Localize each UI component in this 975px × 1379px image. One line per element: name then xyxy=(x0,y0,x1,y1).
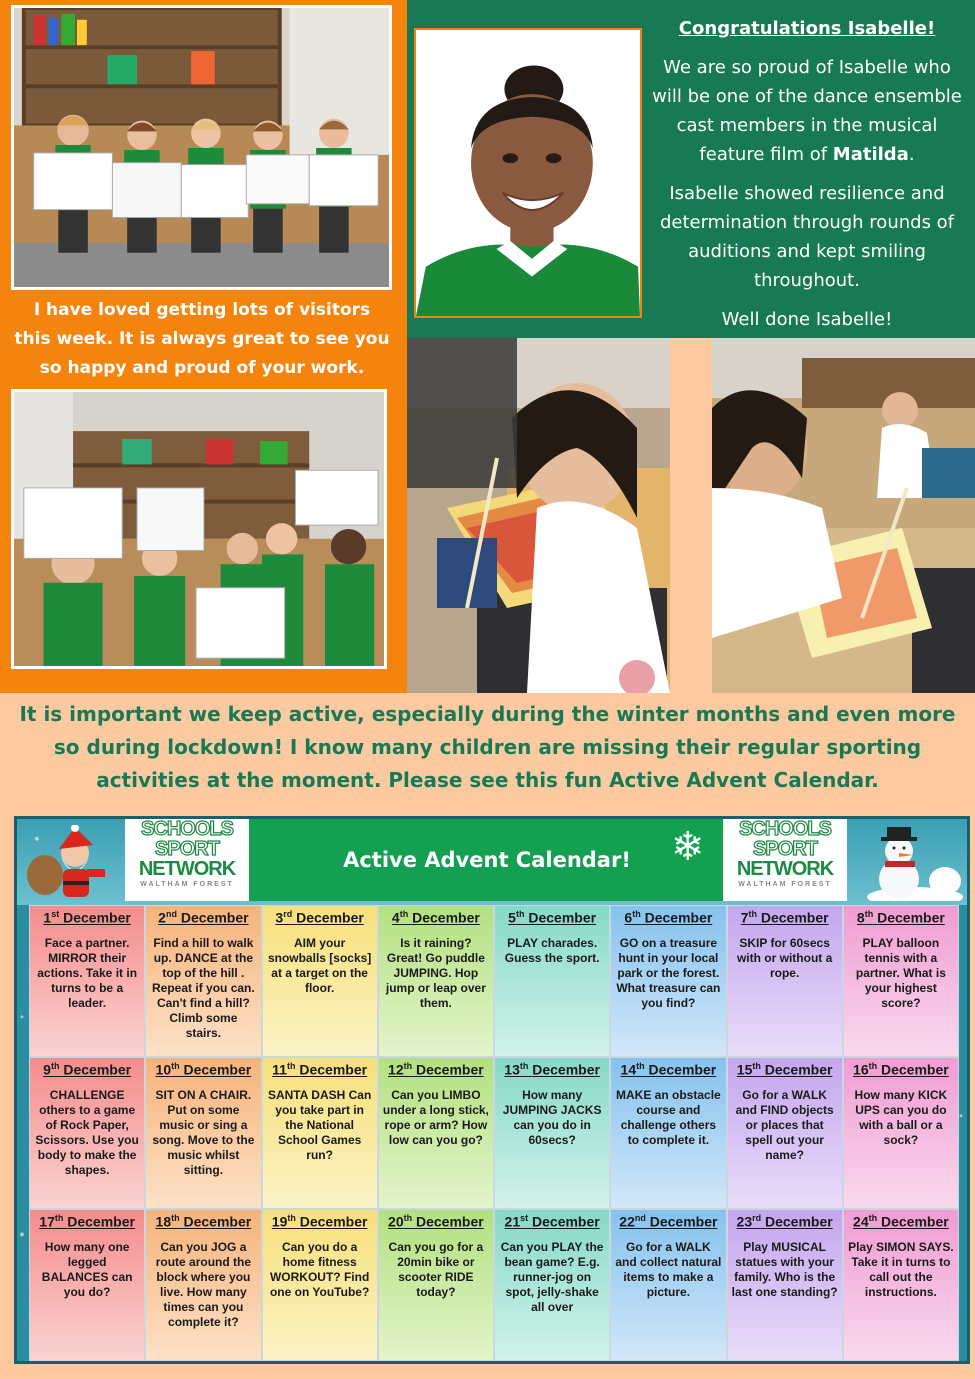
congrats-paragraph-1 xyxy=(648,53,966,169)
day-number: 14 xyxy=(620,1061,637,1078)
calendar-day-14 xyxy=(611,1058,725,1208)
day-month: December xyxy=(649,1213,718,1230)
day-number: 2 xyxy=(158,909,166,926)
calendar-day-date xyxy=(615,909,721,926)
calendar-day-date xyxy=(267,1213,373,1230)
ssn-logo-left-line2: SPORT xyxy=(155,838,219,860)
day-activity: SIT ON A CHAIR. Put on some music or sing a song. Move to the music whilst sitting. xyxy=(152,1087,255,1177)
day-suffix: th xyxy=(287,1213,296,1223)
day-month: December xyxy=(63,1061,132,1078)
day-suffix: th xyxy=(399,909,409,919)
day-month: December xyxy=(299,1061,368,1078)
day-activity: Can you JOG a route around the block where you live. How many times can you complete it? xyxy=(155,1239,252,1329)
day-number: 3 xyxy=(275,909,284,926)
day-number: 23 xyxy=(736,1213,753,1230)
day-month: December xyxy=(528,909,597,926)
ssn-logo-left-line3: NETWORK xyxy=(138,858,236,880)
day-suffix: th xyxy=(171,1213,180,1223)
calendar-day-date xyxy=(499,909,605,926)
calendar-day-2 xyxy=(146,906,260,1056)
ssn-logo-right-line3: NETWORK xyxy=(736,858,834,880)
day-suffix: th xyxy=(748,909,757,919)
day-activity: Find a hill to walk up. DANCE at the top of the hill . Repeat if you can. Can't find a hill? Climb some stairs. xyxy=(152,935,255,1040)
day-suffix: th xyxy=(54,1213,64,1223)
day-number: 11 xyxy=(272,1061,287,1078)
visitors-photo-2 xyxy=(11,389,387,669)
painting-photo-2 xyxy=(712,338,975,693)
advent-calendar xyxy=(14,816,970,1364)
day-activity: Face a partner. MIRROR their actions. Take it in turns to be a leader. xyxy=(37,935,138,1010)
calendar-day-date xyxy=(267,1061,373,1078)
day-month: December xyxy=(877,909,945,926)
day-suffix: th xyxy=(868,1213,878,1223)
day-number: 24 xyxy=(853,1213,869,1230)
day-month: December xyxy=(881,1061,949,1078)
day-activity: Play MUSICAL statues with your family. Who is the last one standing? xyxy=(731,1239,838,1299)
calendar-day-21 xyxy=(495,1210,609,1360)
day-month: December xyxy=(644,909,713,926)
day-month: December xyxy=(765,1213,833,1230)
calendar-day-date xyxy=(383,1061,489,1078)
visitors-panel xyxy=(0,0,407,693)
calendar-day-date xyxy=(150,1213,256,1230)
calendar-day-10 xyxy=(146,1058,260,1208)
snowman-icon xyxy=(855,821,963,901)
day-activity: Go for a WALK and collect natural items to make a picture. xyxy=(615,1239,722,1299)
snowflake-icon-right: ❄ xyxy=(671,824,705,870)
congrats-paragraph-1-end: . xyxy=(908,144,915,165)
day-suffix: th xyxy=(403,1061,413,1071)
calendar-day-date xyxy=(615,1213,721,1230)
day-activity: Can you LIMBO under a long stick, rope or arm? How low can you go? xyxy=(382,1087,489,1147)
calendar-day-20 xyxy=(379,1210,493,1360)
visitors-photo-1 xyxy=(11,5,392,290)
calendar-day-1 xyxy=(30,906,144,1056)
day-suffix: th xyxy=(632,909,641,919)
day-month: December xyxy=(183,1213,252,1230)
day-suffix: th xyxy=(171,1061,180,1071)
day-suffix: th xyxy=(864,909,874,919)
ssn-logo-right xyxy=(723,819,847,901)
day-month: December xyxy=(648,1061,717,1078)
day-number: 12 xyxy=(388,1061,404,1078)
day-activity: MAKE an obstacle course and challenge others to complete it. xyxy=(616,1087,721,1147)
calendar-day-16 xyxy=(844,1058,958,1208)
calendar-day-date xyxy=(732,909,838,926)
calendar-day-date xyxy=(848,1061,954,1078)
day-suffix: th xyxy=(519,1061,529,1071)
day-activity: Is it raining? Great! Go puddle JUMPING. Hop jump or leap over them. xyxy=(385,935,486,1010)
ssn-logo-left xyxy=(125,819,249,901)
day-number: 10 xyxy=(155,1061,172,1078)
day-activity: SANTA DASH Can you take part in the National School Games run? xyxy=(267,1087,372,1162)
calendar-day-5 xyxy=(495,906,609,1056)
day-activity: GO on a treasure hunt in your local park or the forest. What treasure can you find? xyxy=(616,935,721,1010)
day-number: 22 xyxy=(619,1213,635,1230)
day-activity: PLAY balloon tennis with a partner. What is your highest score? xyxy=(855,935,946,1010)
calendar-day-date xyxy=(732,1061,838,1078)
day-number: 7 xyxy=(740,909,749,926)
calendar-day-date xyxy=(615,1061,721,1078)
calendar-day-23 xyxy=(728,1210,842,1360)
ssn-logo-left-line1: SCHOOLS xyxy=(141,818,233,840)
day-month: December xyxy=(760,909,829,926)
day-number: 20 xyxy=(388,1213,404,1230)
day-suffix: st xyxy=(520,1213,529,1223)
day-suffix: th xyxy=(868,1061,878,1071)
calendar-day-9 xyxy=(30,1058,144,1208)
day-suffix: st xyxy=(51,909,60,919)
day-month: December xyxy=(416,1213,484,1230)
calendar-day-17 xyxy=(30,1210,144,1360)
day-suffix: th xyxy=(50,1061,60,1071)
day-month: December xyxy=(296,909,364,926)
calendar-day-date xyxy=(499,1061,605,1078)
day-month: December xyxy=(299,1213,368,1230)
day-activity: Play SIMON SAYS. Take it in turns to call out the instructions. xyxy=(848,1239,954,1299)
calendar-day-4 xyxy=(379,906,493,1056)
day-suffix: rd xyxy=(283,909,293,919)
calendar-day-6 xyxy=(611,906,725,1056)
day-activity: Go for a WALK and FIND objects or places that spell out your name? xyxy=(735,1087,834,1162)
day-suffix: th xyxy=(286,1061,296,1071)
calendar-day-date xyxy=(848,1213,954,1230)
calendar-day-date xyxy=(383,1213,489,1230)
day-suffix: th xyxy=(752,1061,761,1071)
calendar-day-date xyxy=(267,909,373,926)
calendar-day-7 xyxy=(728,906,842,1056)
calendar-grid xyxy=(29,905,959,1361)
congrats-paragraph-1-text: We are so proud of Isabelle who will be one of the dance ensemble cast members in the musical feature film of xyxy=(652,57,962,165)
calendar-day-date xyxy=(383,909,489,926)
day-activity: PLAY charades. Guess the sport. xyxy=(504,935,600,965)
calendar-day-date xyxy=(150,909,256,926)
day-number: 6 xyxy=(624,909,633,926)
day-month: December xyxy=(532,1213,600,1230)
painting-photo-1 xyxy=(407,338,670,693)
day-number: 15 xyxy=(736,1061,753,1078)
day-suffix: th xyxy=(403,1213,413,1223)
calendar-day-15 xyxy=(728,1058,842,1208)
calendar-day-13 xyxy=(495,1058,609,1208)
day-month: December xyxy=(416,1061,484,1078)
calendar-day-date xyxy=(34,909,140,926)
day-number: 19 xyxy=(271,1213,288,1230)
day-activity: CHALLENGE others to a game of Rock Paper, Scissors. Use you body to make the shapes. xyxy=(35,1087,139,1177)
ssn-logo-right-line2: SPORT xyxy=(753,838,817,860)
calendar-day-date xyxy=(499,1213,605,1230)
congrats-text xyxy=(648,14,966,344)
day-activity: How many KICK UPS can you do with a ball or a sock? xyxy=(854,1087,948,1147)
ssn-logo-right-line4: WALTHAM FOREST xyxy=(738,881,832,888)
santa-icon xyxy=(23,825,117,901)
day-number: 13 xyxy=(504,1061,520,1078)
day-activity: Can you go for a 20min bike or scooter RIDE today? xyxy=(388,1239,484,1299)
day-number: 21 xyxy=(504,1213,521,1230)
calendar-day-date xyxy=(150,1061,256,1078)
calendar-title: Active Advent Calendar! xyxy=(249,819,725,901)
calendar-day-22 xyxy=(611,1210,725,1360)
day-month: December xyxy=(183,1061,252,1078)
isabelle-portrait xyxy=(414,28,642,318)
visitors-caption: I have loved getting lots of visitors this week. It is always great to see you so happy and proud of your work. xyxy=(14,300,390,378)
day-month: December xyxy=(412,909,480,926)
day-number: 16 xyxy=(853,1061,869,1078)
day-number: 5 xyxy=(508,909,516,926)
active-message: It is important we keep active, especially during the winter months and even more so during lockdown! I know many children are missing their regular sporting activities at the moment. Please see this fun Active Advent Calendar. xyxy=(19,702,956,792)
day-suffix: th xyxy=(636,1061,645,1071)
day-number: 9 xyxy=(43,1061,51,1078)
day-month: December xyxy=(63,909,131,926)
day-number: 8 xyxy=(856,909,865,926)
day-number: 4 xyxy=(391,909,400,926)
calendar-day-3 xyxy=(263,906,377,1056)
congrats-paragraph-2: Isabelle showed resilience and determination through rounds of auditions and kept smiling throughout. xyxy=(659,183,955,291)
day-activity: AIM your snowballs [socks] at a target on the floor. xyxy=(267,935,372,995)
congrats-title: Congratulations Isabelle! xyxy=(678,18,936,39)
day-activity: How many one legged BALANCES can you do? xyxy=(41,1239,133,1299)
day-month: December xyxy=(532,1061,600,1078)
calendar-day-24 xyxy=(844,1210,958,1360)
day-month: December xyxy=(67,1213,135,1230)
day-activity: How many JUMPING JACKS can you do in 60secs? xyxy=(502,1087,602,1147)
film-title: Matilda xyxy=(832,144,909,165)
calendar-day-18 xyxy=(146,1210,260,1360)
day-suffix: nd xyxy=(634,1213,646,1223)
day-month: December xyxy=(881,1213,949,1230)
day-month: December xyxy=(764,1061,833,1078)
day-number: 18 xyxy=(155,1213,172,1230)
calendar-day-date xyxy=(848,909,954,926)
calendar-day-12 xyxy=(379,1058,493,1208)
ssn-logo-right-line1: SCHOOLS xyxy=(739,818,831,840)
day-month: December xyxy=(180,909,249,926)
calendar-day-8 xyxy=(844,906,958,1056)
day-activity: SKIP for 60secs with or without a rope. xyxy=(736,935,833,980)
day-suffix: nd xyxy=(165,909,177,919)
day-number: 17 xyxy=(39,1213,55,1230)
day-activity: Can you PLAY the bean game? E.g. runner-jog on spot, jelly-shake all over xyxy=(500,1239,604,1314)
calendar-day-date xyxy=(732,1213,838,1230)
calendar-day-date xyxy=(34,1213,140,1230)
ssn-logo-left-line4: WALTHAM FOREST xyxy=(140,881,234,888)
day-suffix: th xyxy=(515,909,525,919)
calendar-day-11 xyxy=(263,1058,377,1208)
day-suffix: rd xyxy=(752,1213,762,1223)
calendar-day-19 xyxy=(263,1210,377,1360)
calendar-day-date xyxy=(34,1061,140,1078)
day-activity: Can you do a home fitness WORKOUT? Find one on YouTube? xyxy=(269,1239,370,1299)
congrats-paragraph-3: Well done Isabelle! xyxy=(721,309,893,330)
day-number: 1 xyxy=(43,909,52,926)
